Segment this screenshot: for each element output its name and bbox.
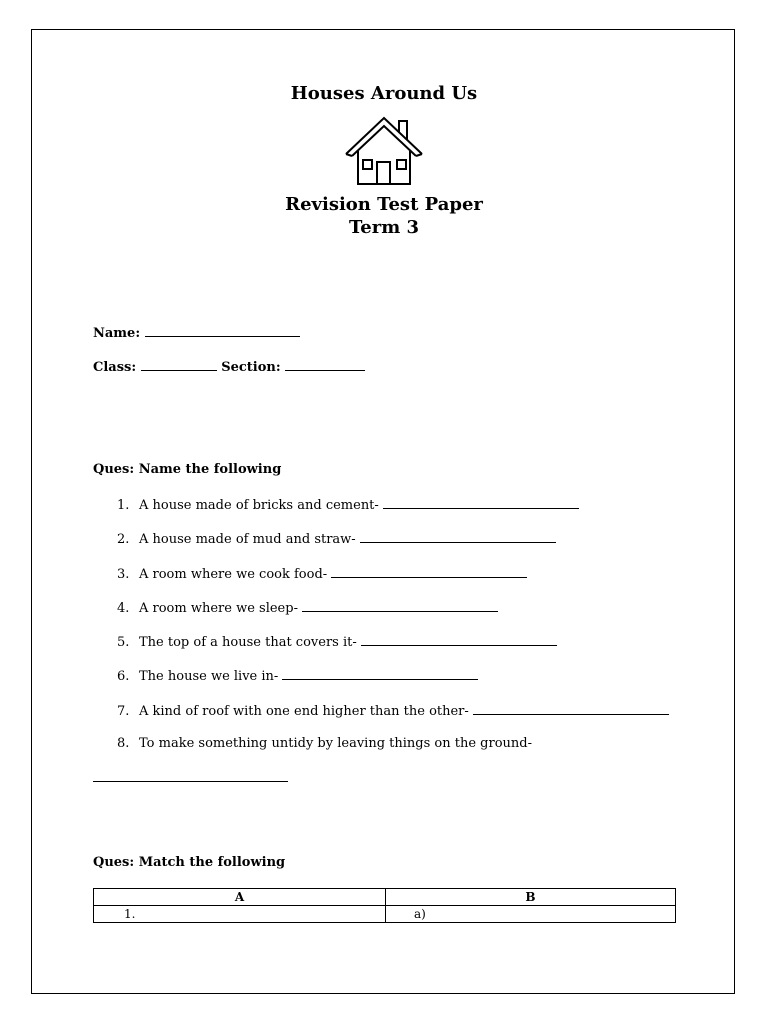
question-item [117, 667, 478, 684]
name-field [93, 324, 300, 341]
question-item [117, 496, 579, 513]
house-icon [344, 116, 424, 186]
question-text: A room where we sleep- [139, 601, 298, 616]
question-text: The top of a house that covers it- [139, 635, 357, 650]
question-item [117, 736, 532, 751]
section-label: Section: [221, 360, 281, 375]
match-table [93, 888, 676, 923]
table-header-row [94, 889, 676, 906]
answer-blank[interactable] [361, 633, 557, 646]
cell-a: 1. [94, 906, 386, 923]
question-text: A house made of bricks and cement- [139, 498, 379, 513]
question-item [117, 633, 557, 650]
name-label: Name: [93, 326, 141, 341]
answer-blank[interactable] [302, 599, 498, 612]
question-item [117, 565, 527, 582]
name-blank[interactable] [145, 324, 300, 337]
question-item [117, 702, 669, 719]
class-blank[interactable] [141, 358, 217, 371]
answer-blank[interactable] [383, 496, 579, 509]
question-text: A room where we cook food- [139, 567, 328, 582]
answer-blank[interactable] [93, 781, 288, 782]
section-blank[interactable] [285, 358, 365, 371]
question-number: 5. [117, 635, 130, 650]
column-header-b: B [386, 889, 676, 906]
table-row [94, 906, 676, 923]
class-label: Class: [93, 360, 137, 375]
page-title: Houses Around Us [290, 83, 478, 104]
answer-blank[interactable] [331, 565, 527, 578]
column-header-a: A [94, 889, 386, 906]
question-text: A house made of mud and straw- [139, 532, 356, 547]
question-number: 8. [117, 736, 130, 751]
question-text: A kind of roof with one end higher than the other- [139, 704, 469, 719]
question-text: The house we live in- [139, 669, 279, 684]
answer-blank[interactable] [473, 702, 669, 715]
paper-subtitle: Revision Test Paper [285, 194, 483, 215]
class-section-field [93, 358, 365, 375]
question-text: To make something untidy by leaving things on the ground- [139, 736, 532, 751]
section2-heading: Ques: Match the following [93, 855, 286, 870]
term-label: Term 3 [348, 217, 420, 238]
answer-blank[interactable] [282, 667, 478, 680]
cell-b: a) [386, 906, 676, 923]
question-number: 1. [117, 498, 130, 513]
question-item [117, 530, 556, 547]
question-item [117, 599, 498, 616]
question-number: 7. [117, 704, 130, 719]
question-number: 4. [117, 601, 130, 616]
answer-blank[interactable] [360, 530, 556, 543]
question-number: 3. [117, 567, 130, 582]
question-number: 6. [117, 669, 130, 684]
section1-heading: Ques: Name the following [93, 462, 282, 477]
question-number: 2. [117, 532, 130, 547]
